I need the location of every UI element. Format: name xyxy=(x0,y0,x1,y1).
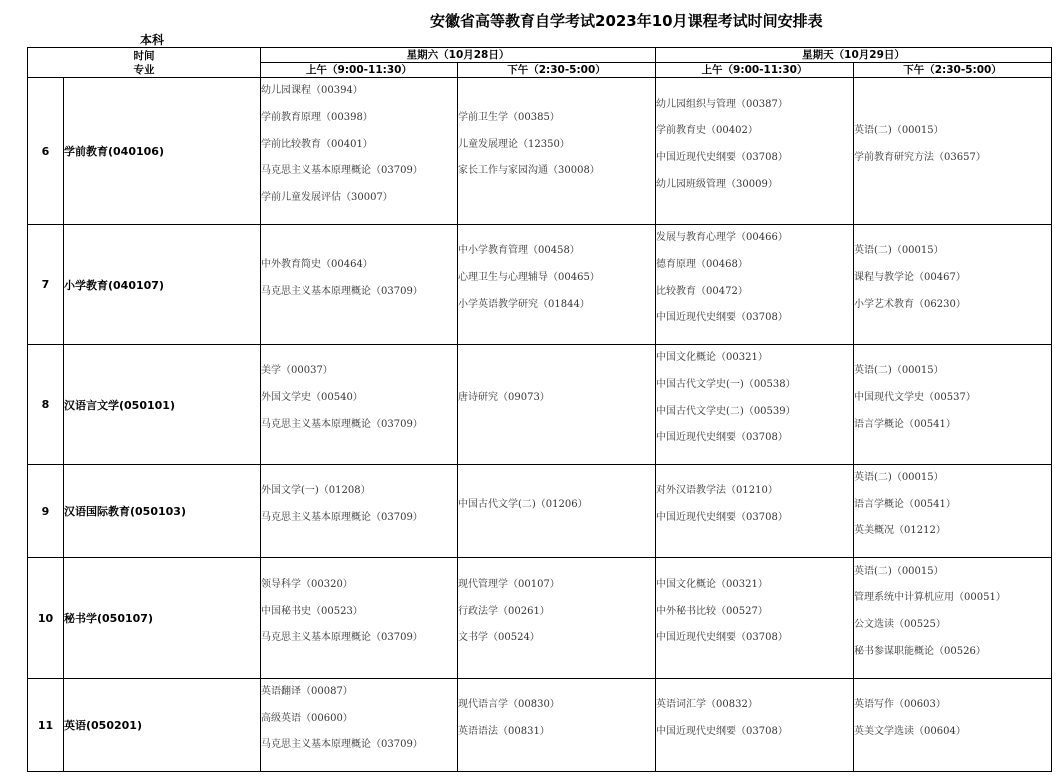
course-item: 课程与教学论（00467） xyxy=(854,272,966,284)
row-number: 8 xyxy=(28,345,64,465)
major-name: 秘书学(050107) xyxy=(64,558,261,679)
course-item: 中外秘书比较（00527） xyxy=(656,605,768,617)
course-item: 中国近现代史纲要（03708） xyxy=(656,632,788,644)
course-item: 中国近现代史纲要（03708） xyxy=(656,726,788,737)
session-cell-sun-am xyxy=(656,78,854,225)
course-item: 马克思主义基本原理概论（03709） xyxy=(261,632,423,644)
course-item: 小学艺术教育（06230） xyxy=(854,298,966,310)
course-item: 行政法学（00261） xyxy=(458,605,550,617)
course-item: 英语翻译（00087） xyxy=(261,685,353,697)
course-list xyxy=(458,226,655,344)
course-item: 现代管理学（00107） xyxy=(458,578,560,590)
course-item: 马克思主义基本原理概论（03709） xyxy=(261,285,423,297)
course-item: 中国秘书史（00523） xyxy=(261,605,363,617)
session-header-sat-pm: 下午（2:30-5:00） xyxy=(458,63,656,78)
session-cell-sun-am xyxy=(656,679,854,772)
course-list xyxy=(854,559,1051,678)
course-item: 英语(二)（00015） xyxy=(854,365,944,377)
row-number: 9 xyxy=(28,465,64,558)
course-item: 马克思主义基本原理概论（03709） xyxy=(261,165,423,177)
course-item: 中国古代文学史(一)（00538） xyxy=(656,378,796,390)
course-item: 幼儿园课程（00394） xyxy=(261,85,363,97)
course-item: 公文选读（00525） xyxy=(854,619,946,630)
course-item: 中国古代文学(二)（01206） xyxy=(458,498,588,510)
course-item: 对外汉语教学法（01210） xyxy=(656,485,778,497)
session-cell-sat-pm xyxy=(458,679,656,772)
course-list xyxy=(854,79,1051,224)
course-item: 语言学概论（00541） xyxy=(854,498,956,510)
course-item: 英语(二)（00015） xyxy=(854,565,944,577)
session-cell-sun-pm xyxy=(854,345,1052,465)
session-cell-sat-pm xyxy=(458,465,656,558)
course-item: 中外教育简史（00464） xyxy=(261,258,373,270)
course-item: 中国古代文学史(二)（00539） xyxy=(656,405,796,417)
course-item: 德育原理（00468） xyxy=(656,258,748,270)
course-list xyxy=(458,680,655,771)
major-name: 汉语国际教育(050103) xyxy=(64,465,261,558)
session-cell-sun-pm xyxy=(854,465,1052,558)
session-cell-sat-am xyxy=(261,345,458,465)
session-cell-sun-am xyxy=(656,558,854,679)
session-cell-sat-am xyxy=(261,465,458,558)
session-cell-sat-am xyxy=(261,679,458,772)
course-list xyxy=(854,466,1051,557)
course-item: 高级英语（00600） xyxy=(261,712,353,724)
course-item: 家长工作与家园沟通（30008） xyxy=(458,165,600,177)
course-item: 英美概况（01212） xyxy=(854,525,946,537)
course-item: 发展与教育心理学（00466） xyxy=(656,232,788,244)
session-header-sun-pm: 下午（2:30-5:00） xyxy=(854,63,1052,78)
course-item: 中国文化概论（00321） xyxy=(656,578,768,590)
session-cell-sat-pm xyxy=(458,78,656,225)
table-row xyxy=(28,465,1052,558)
session-cell-sun-pm xyxy=(854,558,1052,679)
course-item: 英语(二)（00015） xyxy=(854,125,944,137)
course-list xyxy=(458,559,655,678)
table-row xyxy=(28,679,1052,772)
course-item: 幼儿园班级管理（30009） xyxy=(656,178,778,190)
row-number: 11 xyxy=(28,679,64,772)
session-cell-sun-pm xyxy=(854,679,1052,772)
course-item: 英语语法（00831） xyxy=(458,726,550,737)
course-list xyxy=(261,680,457,771)
major-name: 英语(050201) xyxy=(64,679,261,772)
course-item: 学前儿童发展评估（30007） xyxy=(261,192,393,204)
document-title: 安徽省高等教育自学考试2023年10月课程考试时间安排表 xyxy=(430,12,823,30)
corner-header xyxy=(28,48,261,78)
course-item: 小学英语教学研究（01844） xyxy=(458,298,590,310)
course-list xyxy=(458,346,655,464)
session-cell-sun-am xyxy=(656,225,854,345)
course-item: 中国文化概论（00321） xyxy=(656,352,768,364)
table-row xyxy=(28,345,1052,465)
session-cell-sat-am xyxy=(261,225,458,345)
session-cell-sat-pm xyxy=(458,225,656,345)
course-item: 马克思主义基本原理概论（03709） xyxy=(261,512,423,523)
course-item: 比较教育（00472） xyxy=(656,285,748,297)
table-row xyxy=(28,225,1052,345)
course-item: 马克思主义基本原理概论（03709） xyxy=(261,418,423,430)
course-item: 外国文学(一)（01208） xyxy=(261,485,371,497)
session-cell-sat-pm xyxy=(458,345,656,465)
schedule-body xyxy=(28,78,1052,772)
course-list xyxy=(854,346,1051,464)
course-item: 中国近现代史纲要（03708） xyxy=(656,312,788,324)
course-item: 文书学（00524） xyxy=(458,632,540,644)
course-list xyxy=(656,466,853,557)
row-number: 6 xyxy=(28,78,64,225)
course-item: 英语词汇学（00832） xyxy=(656,699,758,711)
course-list xyxy=(261,559,457,678)
course-item: 中国近现代史纲要（03708） xyxy=(656,152,788,163)
session-cell-sun-pm xyxy=(854,225,1052,345)
course-item: 英语写作（00603） xyxy=(854,699,946,711)
course-list xyxy=(854,226,1051,344)
course-item: 儿童发展理论（12350） xyxy=(458,138,570,150)
session-cell-sun-pm xyxy=(854,78,1052,225)
course-item: 学前比较教育（00401） xyxy=(261,138,373,150)
course-list xyxy=(656,79,853,224)
course-item: 学前教育史（00402） xyxy=(656,125,758,137)
level-label: 本科 xyxy=(140,33,165,47)
course-list xyxy=(458,79,655,224)
course-list xyxy=(656,680,853,771)
major-name: 小学教育(040107) xyxy=(64,225,261,345)
session-cell-sat-am xyxy=(261,78,458,225)
course-item: 英美文学选读（00604） xyxy=(854,726,966,737)
course-item: 秘书参谋职能概论（00526） xyxy=(854,645,986,657)
day-header-sunday: 星期天（10月29日） xyxy=(656,48,1052,63)
course-item: 幼儿园组织与管理（00387） xyxy=(656,98,788,110)
day-header-saturday: 星期六（10月28日） xyxy=(261,48,656,63)
session-header-sat-am: 上午（9:00-11:30） xyxy=(261,63,458,78)
course-list xyxy=(854,680,1051,771)
course-item: 中小学教育管理（00458） xyxy=(458,245,580,257)
course-item: 外国文学史（00540） xyxy=(261,392,363,404)
course-item: 英语(二)（00015） xyxy=(854,471,944,483)
session-cell-sat-am xyxy=(261,558,458,679)
course-item: 学前教育研究方法（03657） xyxy=(854,152,986,163)
course-item: 中国现代文学史（00537） xyxy=(854,392,976,404)
course-item: 学前教育原理（00398） xyxy=(261,111,373,123)
course-list xyxy=(458,466,655,557)
course-item: 中国近现代史纲要（03708） xyxy=(656,432,788,444)
exam-schedule-table xyxy=(27,47,1052,772)
course-item: 中国近现代史纲要（03708） xyxy=(656,512,788,523)
course-list xyxy=(261,346,457,464)
course-item: 英语(二)（00015） xyxy=(854,245,944,257)
course-list xyxy=(261,466,457,557)
table-row xyxy=(28,78,1052,225)
major-name: 学前教育(040106) xyxy=(64,78,261,225)
table-row xyxy=(28,558,1052,679)
course-item: 语言学概论（00541） xyxy=(854,418,956,430)
session-cell-sat-pm xyxy=(458,558,656,679)
major-name: 汉语言文学(050101) xyxy=(64,345,261,465)
course-item: 马克思主义基本原理概论（03709） xyxy=(261,739,423,751)
session-cell-sun-am xyxy=(656,345,854,465)
course-item: 现代语言学（00830） xyxy=(458,699,560,711)
course-list xyxy=(656,559,853,678)
course-item: 领导科学（00320） xyxy=(261,578,353,590)
row-number: 10 xyxy=(28,558,64,679)
session-cell-sun-am xyxy=(656,465,854,558)
course-list xyxy=(656,346,853,464)
course-item: 美学（00037） xyxy=(261,365,333,377)
course-item: 心理卫生与心理辅导（00465） xyxy=(458,272,600,284)
course-list xyxy=(261,79,457,224)
row-number: 7 xyxy=(28,225,64,345)
course-item: 学前卫生学（00385） xyxy=(458,111,560,123)
time-label: 时间 xyxy=(133,49,155,62)
course-list xyxy=(261,226,457,344)
course-list xyxy=(656,226,853,344)
course-item: 唐诗研究（09073） xyxy=(458,392,550,404)
major-label: 专业 xyxy=(133,63,155,76)
session-header-sun-am: 上午（9:00-11:30） xyxy=(656,63,854,78)
course-item: 管理系统中计算机应用（00051） xyxy=(854,592,1006,604)
